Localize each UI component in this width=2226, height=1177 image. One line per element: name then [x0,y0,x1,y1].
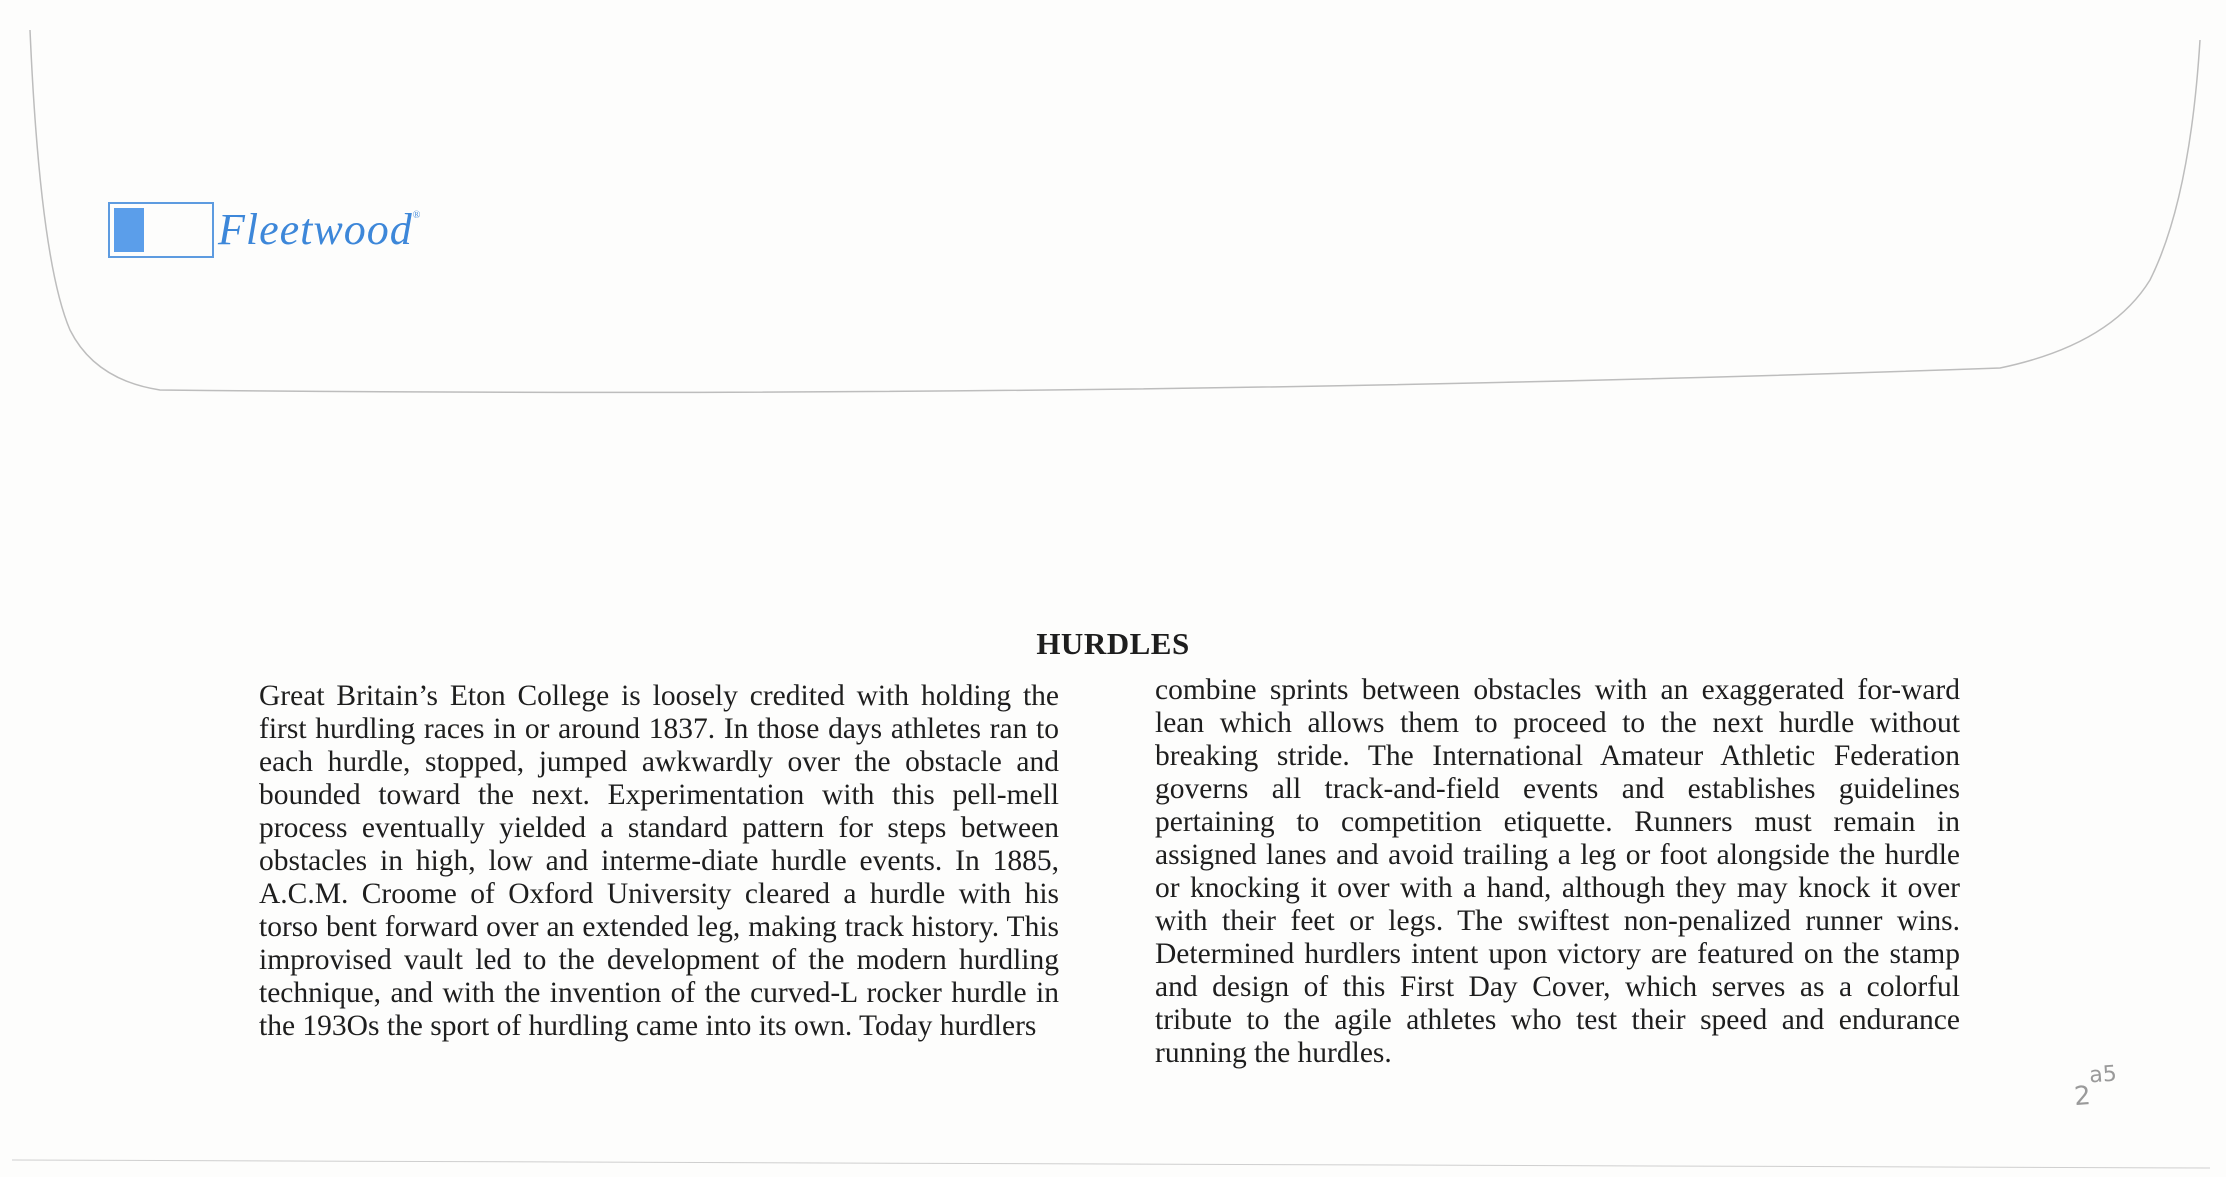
pencil-annotation [2073,1061,2119,1113]
logo-mark-icon [108,202,214,258]
article-column-right: combine sprints between obstacles with an exaggerated for-ward lean which allows them to proceed to the next hurdle without breaking stride. The International Amateur Athletic Federation governs all track-and-field events and establishes guidelines pertaining to competition etiquette. Runners must remain in assigned lanes and avoid trailing a leg or foot alongside the hurdle or knocking it over with a hand, although they may knock it over with their feet or legs. The swiftest non-penalized runner wins. Determined hurdlers intent upon victory are featured on the stamp and design of this First Day Cover, which serves as a colorful tribute to the agile athletes who test their speed and endurance running the hurdles. [1155,674,1960,1069]
pencil-annotation-base: 2 [2073,1081,2092,1113]
article-title: HURDLES [1036,626,1190,661]
registered-mark: ® [412,210,421,221]
pencil-annotation-superscript: a5 [2088,1061,2118,1089]
brand-logo [108,200,420,260]
brand-name: Fleetwood [218,205,413,254]
article-column-left: Great Britain’s Eton College is loosely credited with holding the first hurdling races in or around 1837. In those days athletes ran to each hurdle, stopped, jumped awkwardly over the obstacle and bounded toward the next. Experimentation with this pell-mell process eventually yielded a standard pattern for steps between obstacles in high, low and interme-diate hurdle events. In 1885, A.C.M. Croome of Oxford University cleared a hurdle with his torso bent forward over an extended leg, making track history. This improvised vault led to the development of the modern hurdling technique, and with the invention of the curved-L rocker hurdle in the 193Os the sport of hurdling came into its own. Today hurdlers [259,680,1059,1042]
